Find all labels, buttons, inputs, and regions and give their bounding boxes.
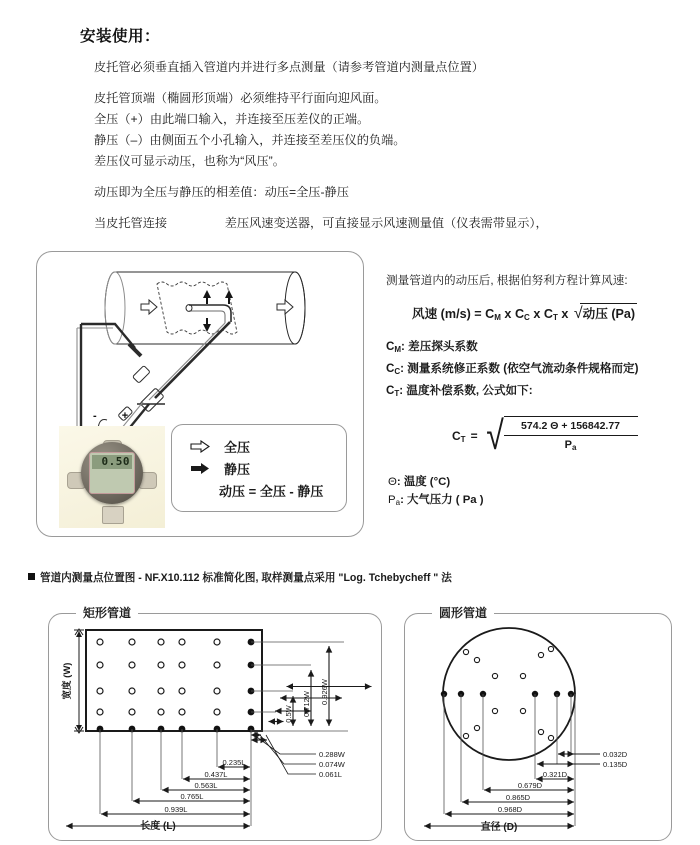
symbol-definitions [388, 473, 484, 512]
instruction-line-6: 动压即为全压与静压的相差值：动压=全压-静压 [94, 185, 349, 199]
rect-dim-0.712W: 0.712W [302, 691, 311, 717]
ct-denominator: $P_a$ [564, 439, 577, 452]
circ-dimension-arrows [424, 754, 574, 826]
rect-duct-drawing [48, 604, 382, 841]
instruction-line-2: 皮托管顶端（椭圆形顶端）必须维持平行面向迎风面。 [94, 91, 387, 105]
rect-callout-0.074W: 0.074W [319, 760, 345, 769]
gauge-lcd-display: 0.50 [92, 455, 132, 469]
legend-label-total-pressure: 全压 [224, 439, 251, 455]
circ-dim-0.679D: 0.679D [517, 781, 543, 790]
rect-dim-0.939L: 0.939L [164, 805, 188, 814]
rect-length-label: 长度 (L) [140, 821, 176, 832]
circ-dim-0.321D: 0.321D [542, 770, 568, 779]
pressure-legend-box [171, 424, 347, 512]
coefficient-ct: $C_T$ [543, 307, 558, 322]
times-2: x [533, 307, 541, 321]
circ-duct-title: 圆形管道 [432, 604, 494, 621]
gauge-body [81, 442, 143, 504]
temperature-compensation-formula [452, 416, 638, 456]
rect-width-axis [74, 629, 84, 733]
rectangular-duct-diagram [48, 604, 382, 841]
circ-duct-drawing [404, 604, 672, 841]
legend-row-static-pressure [190, 457, 346, 479]
measurement-points-heading [28, 570, 452, 585]
square-root-group [572, 303, 635, 323]
ct-equals: = [470, 429, 478, 443]
instruction-line-7: 当皮托管连接 差压风速变送器，可直接显示风速测量值（仪表需带显示）， [94, 216, 548, 230]
ct-lhs: $C_T$ [452, 428, 466, 444]
ct-fraction [504, 416, 638, 456]
rect-dim-0.437L: 0.437L [204, 770, 228, 779]
radical-bar [580, 303, 637, 304]
legend-equation: 动压 = 全压 - 静压 [219, 484, 324, 499]
instructions-section [80, 24, 660, 234]
gauge-face [89, 452, 135, 494]
circ-dim-0.032D: 0.032D [603, 750, 628, 759]
times-3: x [561, 307, 569, 321]
formula-intro-text: 测量管道内的动压后, 根据伯努利方程计算风速: [386, 274, 628, 287]
sqrt-glyph-icon: √ [485, 414, 504, 458]
page-title: 安装使用： [80, 28, 161, 45]
rect-callout-leaders [254, 735, 316, 774]
rect-callout-0.288W: 0.288W [319, 750, 345, 759]
rect-measurement-points [97, 639, 255, 733]
rect-callout-0.061L: 0.061L [319, 770, 342, 779]
instruction-line-5: 差压仪可显示动压，也称为“风压”。 [94, 154, 285, 168]
rect-width-label: 宽度 (W) [62, 662, 73, 700]
definition-cm: $C_M$: 差压探头系数 [386, 340, 478, 354]
gauge-stem [102, 506, 124, 524]
circular-duct-diagram [404, 604, 672, 841]
rect-dim-0.5W: 0.5W [284, 705, 293, 723]
definition-theta: Θ: 温度 (°C) [388, 476, 451, 488]
rect-dim-0.235L: 0.235L [222, 758, 246, 767]
rect-duct-title: 矩形管道 [76, 604, 138, 621]
flow-arrow-hollow-duct [141, 300, 293, 314]
velocity-equation [412, 303, 686, 323]
circ-dim-0.135D: 0.135D [603, 760, 628, 769]
instruction-line-4: 静压（–）由侧面五个小孔输入，并连接至差压仪的负端。 [94, 133, 406, 147]
coefficient-definitions [386, 337, 686, 403]
velocity-formula-section [386, 272, 686, 403]
circ-leader-lines [574, 754, 600, 764]
rect-dim-0.765L: 0.765L [180, 792, 204, 801]
rect-dim-0.563L: 0.563L [194, 781, 218, 790]
rect-small-dims [251, 735, 267, 740]
square-bullet-icon [28, 573, 35, 580]
rect-dim-0.926W: 0.926W [320, 679, 329, 705]
definition-cc: $C_C$: 测量系统修正系数 (依空气流动条件规格而定) [386, 362, 639, 376]
circ-measurement-points-hollow [463, 646, 553, 740]
equation-lhs: 风速 (m/s) = [412, 307, 482, 321]
coefficient-cc: $C_C$ [514, 307, 530, 322]
definition-pa: $P_a$: 大气压力 ( Pa ) [388, 494, 484, 507]
times-1: x [504, 307, 512, 321]
pressure-transmitter-photo [59, 426, 165, 528]
ct-numerator: 574.2 Θ + 156842.77 [504, 418, 638, 436]
instruction-line-1: 皮托管必须垂直插入管道内并进行多点测量（请参考管道内测量点位置） [94, 60, 484, 74]
legend-row-total-pressure [190, 435, 346, 457]
pitot-illustration-panel [36, 251, 364, 537]
radicand: 动压 (Pa) [582, 307, 636, 321]
definition-ct: $C_T$: 温度补偿系数, 公式如下: [386, 384, 533, 398]
legend-label-static-pressure: 静压 [224, 461, 251, 477]
instruction-line-3: 全压（+）由此端口输入，并连接至压差仪的正端。 [94, 112, 370, 126]
coefficient-cm: $C_M$ [485, 307, 501, 322]
radical-sign-icon: √ [573, 305, 583, 322]
ct-square-root [484, 416, 638, 456]
sub-heading-text: 管道内测量点位置图 - NF.X10.112 标准简化图, 取样测量点采用 "Log. Tchebycheff " 法 [40, 572, 452, 584]
port-polarity-labels: - + [93, 410, 140, 422]
circ-dim-0.968D: 0.968D [497, 805, 523, 814]
solid-arrow-icon [190, 462, 210, 475]
circ-dim-0.865D: 0.865D [505, 793, 531, 802]
circ-diameter-label: 直径 (D) [480, 822, 518, 833]
hollow-arrow-icon [190, 440, 210, 453]
